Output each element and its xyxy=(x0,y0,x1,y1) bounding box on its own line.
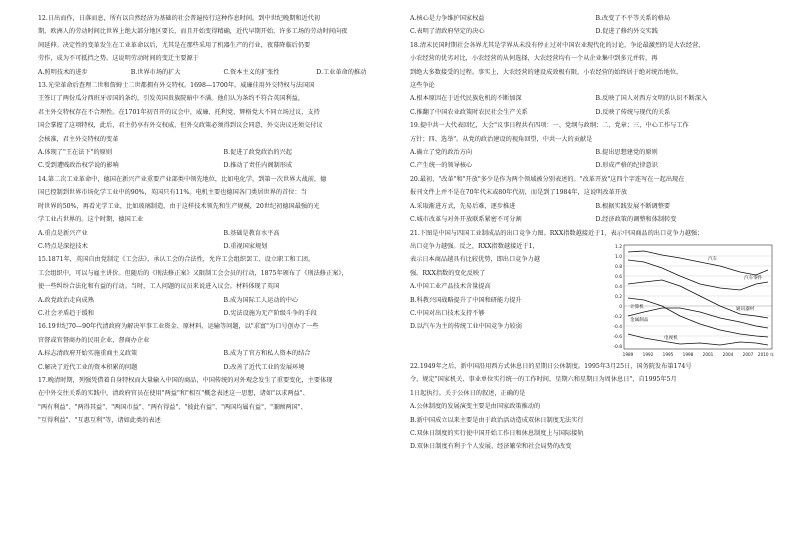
question-13 xyxy=(38,79,403,173)
q22-option-a[interactable]: A.公休制度的发展演变主要是由国家政策推动的 xyxy=(410,403,541,411)
question-14 xyxy=(38,173,403,253)
q12-option-a[interactable]: A.照明技术的进步 xyxy=(38,68,88,76)
x-tick-label: 1995 xyxy=(662,351,674,357)
y-tick-label: -0.8 xyxy=(613,344,622,350)
q14-option-b[interactable]: B.基础是教育水平高 xyxy=(223,229,280,237)
q14-option-a[interactable]: A.重点是新兴产业 xyxy=(38,229,88,237)
q13-line: 13.光荣革命后查理二世和詹姆士二世都拥有外交特权。1698—1700年，威廉佳用外交特权与法国国 xyxy=(38,82,315,90)
question-16 xyxy=(38,320,403,374)
rxx-chart-svg xyxy=(604,242,776,360)
q13-options xyxy=(38,146,403,173)
q17-option-d[interactable]: D.促进了修约外交实践 xyxy=(595,28,658,36)
q15-option-b[interactable]: B.成为国际工人运动的中心 xyxy=(223,296,299,304)
q16-option-a[interactable]: A.标志清政府开始实施重商主义政策 xyxy=(38,350,138,358)
q15-option-a[interactable]: A.政党政治走向成熟 xyxy=(38,296,94,304)
y-tick-label: 0.4 xyxy=(615,284,622,290)
q17-line: "两有利益"、"两得其益"、"两国市益"、"两有得益"、"彼此有益"、"两国均属有益"、"兼顾两国"、 xyxy=(38,403,307,411)
q17-line: "互得利益"、"互惠互利"等，诸如此类的表述 xyxy=(38,417,161,425)
q17-option-a[interactable]: A.核心是力争维护国家权益 xyxy=(410,15,485,22)
x-tick-label: 2001 xyxy=(702,351,714,357)
q19-option-b[interactable]: B.提出思想建党的原则 xyxy=(595,149,658,157)
q22-option-d[interactable]: D.双休日制度有利于个人发展、经济繁荣和社会局势的改变 xyxy=(410,443,572,451)
q20-line: 报刊文件上并不是在70年代末或80年代初，而是到了1984年，这说明改革开放 xyxy=(410,189,628,197)
q14-line: 时世界的50%，再看光学工业，比如玻璃制造，由于这样技术领先和生产规模，20世纪初德国最强的光 xyxy=(38,202,320,210)
q15-line: 15.1871年，英国自由党制定《工会法》，承认工会的合法性，允许工会组织罢工、设立职工和工团。 xyxy=(38,256,315,264)
question-19 xyxy=(410,119,775,173)
q14-option-d[interactable]: D.重视国家规划 xyxy=(223,242,268,250)
q14-options xyxy=(38,227,403,254)
q13-option-d[interactable]: D.推动了责任内阁制形成 xyxy=(223,162,293,170)
question-18 xyxy=(410,39,775,119)
x-tick-label: 2007 xyxy=(742,351,754,357)
q18-option-c[interactable]: C.推翻了中国农业政策时农民社会生产关系 xyxy=(410,108,528,116)
y-tick-labels xyxy=(613,244,622,350)
q21-line: 表示日本商品越具有比较优势，即出口竞争力越 xyxy=(410,256,540,264)
q20-options xyxy=(410,200,775,227)
q20-line: 20.最初，"改革"和"开放"多少是作为两个领域被分别表述的。"改革开放"这四个字连写在一起出现在 xyxy=(410,175,685,183)
q21-option-b[interactable]: B.科教兴国战略提升了中国和研能力提升 xyxy=(410,296,522,304)
q12-line: 12.日出而作，日落而息，所有以自然经济为基础的社会普遍按行这种作息时间。到中世纪晚期和近代初 xyxy=(38,15,321,22)
q12-option-c[interactable]: C.资本主义的扩张性 xyxy=(223,68,280,76)
q15-option-d[interactable]: D.宪法设施为无产阶级斗争的手段 xyxy=(223,309,317,317)
q19-line: 方针；四、选举"。从党的政治建设的视角回望，中共一大的贡献是 xyxy=(410,135,593,143)
question-12 xyxy=(38,12,403,79)
q14-line: 学工业占世界的。这个时期，德国工业 xyxy=(38,216,144,224)
q12-line: 期，欧洲人的劳动时间比世界上绝大部分地区要长，而且开始变得精确，近代早期开始，许多工场的劳动时间向夜 xyxy=(38,28,348,36)
q18-line: 到绝大多数接受的过程。事实上，大农经营的建设成效极有限，小农经营的始终居于绝对统治地位。 xyxy=(410,68,683,76)
q19-option-c[interactable]: C.产生统一的领导核心 xyxy=(410,162,473,170)
q19-option-a[interactable]: A.确立了党的政治方向 xyxy=(410,149,473,157)
y-tick-label: 0.8 xyxy=(615,264,622,270)
x-tick-label: 1998 xyxy=(682,351,694,357)
q21-line: 21.下图是中国与四国工业制成品的出口竞争力图。RXX指数越接近于1，表示中国商品的出口竞争力越强； xyxy=(410,229,704,237)
q18-line: 小农经营的优劣对比，小农经营的从何选择，大农经营均有一个从企业集中到多元并转，再 xyxy=(410,55,658,63)
q13-line: 王签订了两份瓜分西班牙帝国的条约，引发英国贵族院暗中不满。他们认为条约不符合英国利益， xyxy=(38,95,305,103)
q17-line: 17.晚清时期，列强凭借着自身特权而大量输入中国的商品，中国传统的对外观念发生了重要变化，主要体现 xyxy=(38,376,333,384)
q21-text xyxy=(410,240,600,334)
y-tick-label: -0.2 xyxy=(613,314,622,320)
x-tick-label: 2010 年 xyxy=(757,351,775,357)
q22-line: 22.1949年之后，新中国沿用西方式休息日的星期日公休制度。1995年3月25日，国务院发布第174号 xyxy=(410,362,692,370)
q12-option-b[interactable]: B.世界市场的扩大 xyxy=(130,68,181,76)
y-tick-label: -0.4 xyxy=(613,324,622,330)
q17-line: 在中外交往关系的实践中，清政府官员在使用"两益"和"相互"概念表述这一思想，诸如"以求两益"、 xyxy=(38,390,309,398)
series-label: 通讯器材 xyxy=(736,306,755,312)
q20-option-d[interactable]: D.经济政策的调整和体制转变 xyxy=(595,216,677,224)
right-column xyxy=(410,12,775,454)
series-label: 电视机 xyxy=(664,335,678,341)
q22-line: 令，规定"国家机关、事业单位实行统一的工作时间，星期六和星期日为周休息日"，自1995年5月 xyxy=(410,376,677,384)
q20-option-a[interactable]: A.采取渐进方式，先易后难，逐步推进 xyxy=(410,202,516,210)
q18-line: 这些争论 xyxy=(410,82,435,90)
series-label: 金属制品 xyxy=(630,317,649,323)
x-tick-label: 1989 xyxy=(622,351,634,357)
q18-option-b[interactable]: B.反映了国人对西方文明的认识不断深入 xyxy=(595,95,708,103)
q12-option-d[interactable]: D.工业革命的推动 xyxy=(316,68,367,76)
q16-option-b[interactable]: B.成为了官方和私人资本的结合 xyxy=(223,350,311,358)
q13-line: 君主外交特权存在不合理性。在1701年初召开的议会中，威廉、托利党、辉格党大不同立场过议，支持 xyxy=(38,108,320,116)
q13-option-b[interactable]: B.促进了政党政治的兴起 xyxy=(223,149,292,157)
q22-option-b[interactable]: B.新中国成立以来主要是由于政治活动造成双休日制度无法实行 xyxy=(410,416,584,424)
q16-option-c[interactable]: C.解决了近代工业的资本积累的问题 xyxy=(38,363,138,371)
q16-option-d[interactable]: D.改善了近代工业的发展环境 xyxy=(223,363,305,371)
q15-line: 使一些纠纷合法化和有益的行动。当时，工人问题的议员来说进入议会。材料体现了英国 xyxy=(38,283,280,291)
question-20 xyxy=(410,173,775,227)
q18-option-a[interactable]: A.根本原因在于近代民族危机的不断加深 xyxy=(410,95,522,103)
q13-option-a[interactable]: A.体现了"王在法下"的原则 xyxy=(38,149,113,157)
q17-option-b[interactable]: B.改变了不平等关系的格局 xyxy=(595,15,671,22)
y-tick-label: 0.6 xyxy=(615,274,622,280)
q15-option-c[interactable]: C.社会矛盾趋于缓和 xyxy=(38,309,94,317)
q19-options xyxy=(410,146,775,173)
q21-body xyxy=(410,240,775,360)
q18-option-d[interactable]: D.反映了传统与现代的关系 xyxy=(595,108,671,116)
q16-line: 16.19世纪70—90年代清政府为解决军事工业资金、原材料、运输等问题，以"求富"为口号创办了一些 xyxy=(38,323,319,331)
series-label: 计算机 xyxy=(630,304,644,310)
question-21 xyxy=(410,227,775,360)
x-tick-labels xyxy=(623,351,774,358)
q18-line: 18.清末民国时期社会各界尤其是学界从未没有停止过对中国农业现代化的讨论，争论最激烈的是大农经营、 xyxy=(410,41,705,49)
question-17 xyxy=(38,374,403,428)
q22-option-c[interactable]: C.双休日制度的实行使中国开始工作日和休息制度上与国际接轨 xyxy=(410,429,584,437)
x-tick-label: 1992 xyxy=(642,351,654,357)
q18-options xyxy=(410,92,775,119)
question-15 xyxy=(38,253,403,320)
q17-option-c[interactable]: C.表明了清政府坚定的决心 xyxy=(410,28,485,36)
q13-option-c[interactable]: C.受到遭贱政治权学说的影响 xyxy=(38,162,119,170)
y-tick-label: -0.6 xyxy=(613,334,622,340)
x-tick-label: 2004 xyxy=(722,351,734,357)
left-column xyxy=(38,12,403,428)
q13-line: 国会掌握了这项特权，此后，君主仍享有外交权威，但外交政策必须得到议会同意，外交决议还须交付议 xyxy=(38,122,323,130)
q21-line: 强。RXX指数的变化反映了 xyxy=(410,269,486,277)
q21-option-a[interactable]: A.中国工业产品技术含量提高 xyxy=(410,283,491,291)
q16-options xyxy=(38,347,403,374)
q21-option-c[interactable]: C.中国对出口技术支持不够 xyxy=(410,309,485,317)
q12-line: 间延伸。决定性的变革发生在工业革命以后，尤其是在那些采用了机器生产的行业，夜幕降临后仍要 xyxy=(38,41,311,49)
q15-options xyxy=(38,294,403,321)
rxx-chart xyxy=(604,242,776,360)
q14-line: 14.第二次工业革命中，德国在新兴产业重要产业部类中领先地位，比如电化学，到第一次世界大战前，德 xyxy=(38,175,327,183)
q19-option-d[interactable]: D.形成严格的纪律意识 xyxy=(595,162,658,170)
series-label: 汽车 xyxy=(708,256,718,262)
q19-line: 19.提中共一大代表回忆，大会"议事日程共有四项：一、党纲与政纲；二、党章；三、中心工作与工作 xyxy=(410,122,689,130)
y-tick-label: 0.2 xyxy=(615,294,622,300)
q20-option-c[interactable]: C.城市改革与对外开放联系紧密不可分割 xyxy=(410,216,522,224)
series-label: 汽车零件 xyxy=(744,275,763,281)
q15-line: 工会组织中，可以与雇主讲价。但随后的《刑法修正案》又限制工会会员的行动，1875年颁布了《刑法修正案》， xyxy=(38,269,348,277)
q20-option-b[interactable]: B.根据实践发展不断调整要 xyxy=(595,202,671,210)
chart-frame xyxy=(624,245,772,349)
question-22 xyxy=(410,360,775,454)
q14-option-c[interactable]: C.特点是深挖技术 xyxy=(38,242,88,250)
y-tick-label: 1.0 xyxy=(615,254,622,260)
q12-options xyxy=(38,66,403,79)
q16-line: 官督或官督商办的民用企业，督商办企业 xyxy=(38,336,150,344)
y-tick-label: 1.2 xyxy=(615,244,622,250)
q21-line: 出口竞争力越强。反之，RXX指数越接近于1， xyxy=(410,242,539,250)
y-tick-label: 0 xyxy=(619,304,622,310)
q14-line: 国已控制到世界市场化学工业中的90%，英国只有11%。电机主要也德国各门类居世界的首位：当 xyxy=(38,189,307,197)
q17-options xyxy=(410,12,775,39)
q22-line: 1日起执行。关于公休日的叙述，正确的是 xyxy=(410,389,526,397)
q21-option-d[interactable]: D.以汽车为主的传统工业中国竞争力较弱 xyxy=(410,323,522,331)
q12-line: 劳作，成为不可抵挡之势。这说明劳动时间的变迁主要源于 xyxy=(38,55,199,63)
q13-line: 会核准，君主外交特权的变革 xyxy=(38,135,119,143)
